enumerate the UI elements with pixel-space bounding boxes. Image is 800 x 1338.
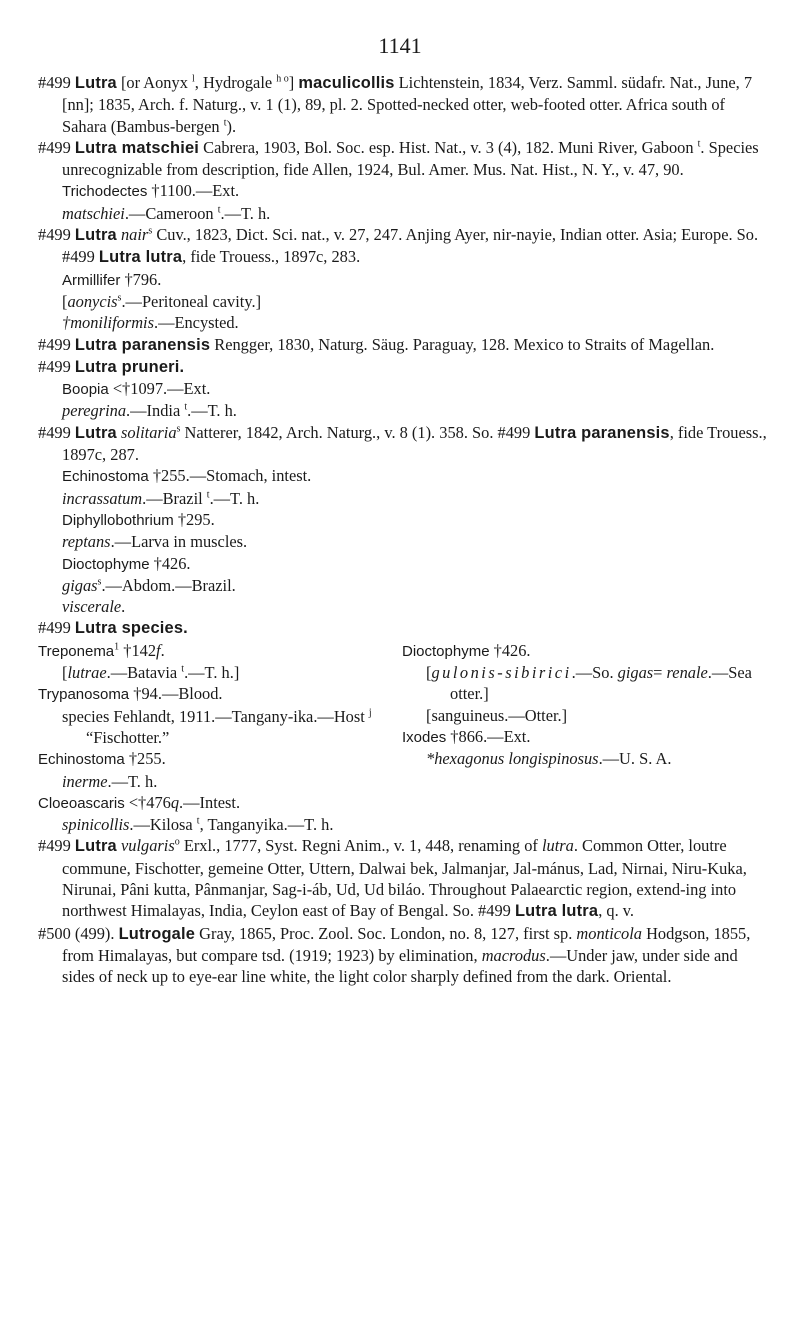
superscript: t bbox=[206, 489, 210, 501]
taxon-name: Lutra pruneri. bbox=[74, 357, 185, 376]
text: q bbox=[170, 792, 180, 812]
taxon-name: Lutra species. bbox=[74, 619, 188, 638]
text: = bbox=[653, 663, 663, 683]
taxon-name: Lutra bbox=[74, 74, 117, 92]
text: .—T. h. bbox=[209, 488, 260, 508]
parasite-species: viscerale bbox=[62, 597, 122, 617]
entry-text: Hodgson, 1855, from Himalayas, but compare tsd. (1919; 1923) by elimination, bbox=[62, 923, 751, 965]
parasite-species: [sanguineus.—Otter.] bbox=[426, 705, 568, 725]
taxon-name: Lutra paranensis bbox=[534, 423, 670, 442]
superscript: t bbox=[181, 663, 185, 675]
entry-text: Natterer, 1842, Arch. Naturg., v. 8 (1). 358. So. #499 bbox=[180, 422, 535, 442]
parasite-species: gulonis-sibirici bbox=[431, 663, 572, 683]
parasite-genus: Cloeoascaris bbox=[38, 794, 125, 812]
host-parasite-genus bbox=[402, 640, 768, 662]
entry-text: Erxl., 1777, Syst. Regni Anim., v. 1, 448, renaming of bbox=[179, 836, 542, 856]
taxon-name: Lutra bbox=[74, 837, 117, 856]
superscript: t bbox=[184, 401, 188, 413]
parasite-species: peregrina bbox=[62, 401, 127, 421]
parasite-species: renale bbox=[666, 663, 708, 683]
entry-text: , fide Trouess., 1897c, 287. bbox=[62, 422, 767, 465]
text: species Fehlandt, 1911.—Tangany-ika.—Host bbox=[62, 706, 369, 726]
text: †94.—Blood. bbox=[129, 684, 223, 704]
taxon-species: macrodus bbox=[481, 945, 546, 965]
text: †426. bbox=[149, 553, 191, 573]
text: †255.—Stomach, intest. bbox=[148, 466, 312, 486]
host-parasite-species bbox=[62, 312, 768, 333]
text: .—Brazil bbox=[142, 488, 207, 508]
host-parasite-genus bbox=[62, 465, 768, 487]
host-parasite-species bbox=[38, 771, 402, 792]
entry-lutra-paranensis bbox=[38, 334, 768, 356]
parasite-genus: Dioctophyme bbox=[402, 642, 490, 660]
parasite-species: aonycis bbox=[67, 291, 118, 311]
parasite-genus: Trichodectes bbox=[62, 183, 148, 201]
host-parasite-species bbox=[62, 575, 768, 596]
text: †866.—Ext. bbox=[446, 726, 531, 746]
superscript: j bbox=[368, 707, 372, 719]
entry-text: , fide Trouess., 1897c, 283. bbox=[182, 247, 361, 267]
parasite-species: matschiei bbox=[62, 203, 125, 223]
text: .—Abdom.—Brazil. bbox=[101, 575, 236, 595]
entry-number: #499 bbox=[38, 225, 71, 245]
host-parasite-species bbox=[38, 662, 402, 683]
parasite-species: gigas bbox=[617, 663, 654, 683]
parasite-genus: Dioctophyme bbox=[62, 555, 150, 573]
entry-lutra-vulgaris bbox=[38, 835, 768, 922]
host-parasite-genus bbox=[402, 726, 768, 748]
taxon-name: Lutra paranensis bbox=[74, 335, 211, 354]
host-parasite-genus bbox=[62, 180, 768, 202]
text: †255. bbox=[124, 749, 166, 769]
superscript: s bbox=[176, 423, 181, 435]
text: †295. bbox=[173, 509, 215, 529]
parasite-genus: Armillifer bbox=[62, 271, 121, 289]
text: .—U. S. A. bbox=[598, 749, 672, 769]
host-parasite-genus bbox=[38, 683, 402, 705]
text: (499). bbox=[70, 923, 119, 943]
parasite-genus: Ixodes bbox=[402, 728, 447, 746]
text: . bbox=[160, 640, 165, 660]
text: .—Kilosa bbox=[129, 815, 197, 835]
parasite-genus: Diphyllobothrium bbox=[62, 511, 174, 529]
left-column bbox=[38, 640, 402, 836]
parasite-species: inerme bbox=[62, 771, 108, 791]
text: †796. bbox=[120, 269, 162, 289]
text: .—Encysted. bbox=[153, 313, 239, 333]
superscript: s bbox=[148, 225, 153, 237]
page-number: 1141 bbox=[378, 33, 422, 58]
entry-text: . Common Otter, loutre commune, Fischotter, gemeine Otter, Uttern, Dalwai bek, Jalmanjar, Jal-mánus, Lad, Nirnai, Niru-Kuka, Nirunai, Pâni kutta, Pânmanjar, Sag-i-áb, Ud, Ud biláo. Throughout Palaearctic region, extend-ing into northwest Himalayas, India, Ceylon east of Bay of Bengal. So. #499 bbox=[62, 836, 747, 921]
host-parasite-species bbox=[402, 705, 768, 726]
entry-number: #499 bbox=[38, 422, 71, 442]
superscript: s bbox=[117, 292, 122, 304]
entry-lutra-maculicollis bbox=[38, 72, 768, 137]
text: .—T. h. bbox=[107, 771, 158, 791]
superscript: t bbox=[697, 138, 701, 150]
superscript: t bbox=[223, 117, 227, 129]
host-parasite-species bbox=[402, 748, 768, 769]
superscript: l bbox=[192, 73, 195, 85]
text: .—T. h.] bbox=[184, 663, 240, 683]
host-parasite-species bbox=[402, 662, 768, 705]
text: .—Peritoneal cavity.] bbox=[121, 291, 262, 311]
text: .—Cameroon bbox=[124, 203, 218, 223]
host-parasite-species bbox=[38, 814, 402, 835]
parasite-species: gigas bbox=[62, 575, 98, 595]
entry-text: Lichtenstein, 1834, Verz. Samml. südafr. Nat., June, 7 [nn]; 1835, Arch. f. Naturg., v. 1 (1), 89, pl. 2. Spotted-necked otter, web-footed otter. Africa south of Sahara (Bambus-bergen bbox=[62, 73, 753, 136]
parasite-genus: Boopia bbox=[62, 381, 109, 399]
entry-text: .—Under jaw, under side and sides of neck up to eye-ear line white, the light color sharply defined from the dark. Oriental. bbox=[62, 945, 738, 987]
text: f bbox=[156, 640, 161, 660]
parasite-genus: Echinostoma bbox=[38, 751, 125, 769]
taxon-name: Lutra bbox=[74, 226, 117, 245]
parasite-species: *hexagonus longispinosus bbox=[426, 749, 599, 769]
superscript: 1 bbox=[114, 641, 120, 653]
taxon-species: monticola bbox=[576, 923, 642, 943]
host-parasite-genus bbox=[38, 792, 402, 814]
entry-text: . Species unrecognizable from description, fide Allen, 1924, Bul. Amer. Mus. Nat. Hist., N. Y., v. 47, 90. bbox=[62, 137, 759, 180]
taxon-name: Lutra matschiei bbox=[74, 138, 200, 157]
parasite-species: lutrae bbox=[67, 663, 107, 683]
text: .—So. bbox=[571, 663, 618, 683]
entry-text: , q. v. bbox=[598, 901, 635, 921]
text: , Tanganyika.—T. h. bbox=[199, 815, 334, 835]
right-column bbox=[402, 640, 768, 836]
text: †426. bbox=[489, 640, 531, 660]
text: . bbox=[121, 597, 126, 617]
entry-number: #499 bbox=[38, 618, 71, 638]
text: †142 bbox=[119, 640, 157, 660]
text: “Fischotter.” bbox=[86, 727, 170, 747]
host-parasite-genus bbox=[62, 553, 768, 575]
text: .—T. h. bbox=[220, 203, 271, 223]
taxon-name: Lutrogale bbox=[118, 924, 196, 943]
text: [ bbox=[62, 291, 68, 311]
text: , Hydrogale bbox=[194, 73, 277, 92]
parasite-genus: Echinostoma bbox=[62, 468, 149, 486]
entry-lutra-pruneri bbox=[38, 356, 768, 378]
entry-number: #499 bbox=[38, 73, 71, 92]
entry-lutra-matschiei bbox=[38, 137, 768, 181]
host-parasite-species bbox=[38, 706, 402, 749]
host-parasite-species bbox=[62, 291, 768, 312]
text: .—Batavia bbox=[106, 663, 182, 683]
superscript: t bbox=[217, 204, 221, 216]
text: .—Larva in muscles. bbox=[110, 532, 248, 552]
superscript: s bbox=[97, 576, 102, 588]
taxon-name: Lutra lutra bbox=[98, 248, 183, 267]
host-parasite-species bbox=[62, 203, 768, 224]
text: [or Aonyx bbox=[116, 73, 192, 92]
superscript: t bbox=[196, 815, 200, 827]
parasite-species: †moniliformis bbox=[62, 313, 154, 333]
text: .—India bbox=[126, 401, 185, 421]
entry-text: Cuv., 1823, Dict. Sci. nat., v. 27, 247. Anjing Ayer, nir-nayie, Indian otter. Asia; Europe. So. #499 bbox=[62, 225, 759, 267]
entry-lutrogale bbox=[38, 923, 768, 988]
superscript: h o bbox=[276, 73, 289, 85]
entry-number: #499 bbox=[38, 334, 71, 354]
entry-number: #500 bbox=[38, 923, 71, 943]
text: [ bbox=[62, 663, 68, 683]
parasite-genus: Treponema bbox=[38, 642, 115, 660]
parasite-species: spinicollis bbox=[62, 815, 130, 835]
host-parasite-genus bbox=[62, 378, 768, 400]
superscript: o bbox=[174, 836, 180, 848]
entry-lutra-species bbox=[38, 617, 768, 639]
text: †1100.—Ext. bbox=[147, 181, 240, 201]
taxon-name: Lutra bbox=[74, 423, 117, 442]
entry-text: Cabrera, 1903, Bol. Soc. esp. Hist. Nat., v. 3 (4), 182. Muni River, Gaboon bbox=[199, 137, 698, 157]
entry-text: Rengger, 1830, Naturg. Säug. Paraguay, 128. Mexico to Straits of Magellan. bbox=[210, 334, 715, 354]
host-parasite-species bbox=[62, 531, 768, 552]
taxon-species: lutra bbox=[541, 836, 574, 856]
host-parasite-genus bbox=[62, 509, 768, 531]
parasite-species: incrassatum bbox=[62, 488, 143, 508]
content bbox=[38, 72, 768, 987]
entry-text: Gray, 1865, Proc. Zool. Soc. London, no. 8, 127, first sp. bbox=[195, 923, 577, 943]
host-parasite-genus bbox=[62, 269, 768, 291]
text: .—Sea otter.] bbox=[450, 663, 752, 704]
text: ). bbox=[226, 116, 237, 136]
host-parasite-species bbox=[62, 400, 768, 421]
entry-lutra-nair bbox=[38, 224, 768, 269]
two-column-block bbox=[38, 640, 768, 836]
text: <†476 bbox=[124, 792, 171, 812]
parasite-species: reptans bbox=[62, 532, 111, 552]
host-parasite-species bbox=[62, 488, 768, 509]
taxon-species: solitaria bbox=[120, 422, 177, 442]
text: <†1097.—Ext. bbox=[108, 379, 211, 399]
taxon-name: Lutra lutra bbox=[514, 902, 599, 921]
text: .—Intest. bbox=[179, 792, 241, 812]
text: [ bbox=[426, 663, 432, 683]
text: .—T. h. bbox=[187, 401, 237, 421]
taxon-species: maculicollis bbox=[298, 74, 395, 92]
host-parasite-species bbox=[62, 596, 768, 617]
host-parasite-genus bbox=[38, 748, 402, 770]
text: ] bbox=[288, 73, 299, 92]
entry-number: #499 bbox=[38, 356, 71, 376]
entry-number: #499 bbox=[38, 137, 71, 157]
taxon-species: nair bbox=[120, 225, 149, 245]
parasite-genus: Trypanosoma bbox=[38, 686, 130, 704]
entry-lutra-solitaria bbox=[38, 422, 768, 466]
host-parasite-genus bbox=[38, 640, 402, 662]
entry-number: #499 bbox=[38, 836, 71, 856]
taxon-species: vulgaris bbox=[120, 836, 175, 856]
